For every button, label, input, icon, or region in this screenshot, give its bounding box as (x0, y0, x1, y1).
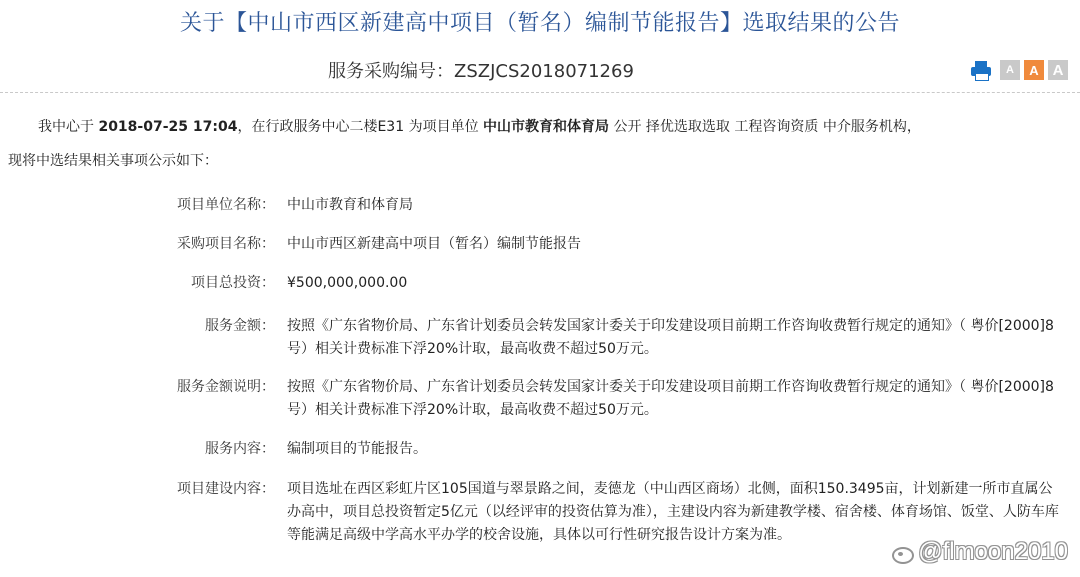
watermark-text: @flmoon2010 (918, 538, 1068, 565)
detail-value: 编制项目的节能报告。 (287, 441, 427, 457)
detail-label: 服务内容： (205, 441, 275, 457)
intro-datetime: 2018-07-25 17:04 (98, 119, 238, 135)
page-title: 关于【中山市西区新建高中项目（暂名）编制节能报告】选取结果的公告 (179, 11, 900, 36)
intro-text-3: 公开 择优选取选取 工程咨询资质 中介服务机构， (613, 119, 921, 135)
font-size-large-button[interactable]: A (1048, 60, 1068, 80)
intro-line-2: 现将中选结果相关事项公示如下： (8, 153, 218, 169)
detail-value: 中山市西区新建高中项目（暂名）编制节能报告 (287, 236, 581, 252)
detail-value: 中山市教育和体育局 (287, 197, 413, 213)
detail-label: 项目建设内容： (177, 481, 275, 497)
font-size-medium-button[interactable]: A (1024, 60, 1044, 80)
detail-label: 服务金额说明： (177, 379, 275, 395)
intro-unit: 中山市教育和体育局 (483, 119, 610, 135)
detail-label: 采购项目名称： (177, 236, 275, 252)
weibo-logo-icon (892, 543, 914, 561)
divider (0, 92, 1080, 93)
procurement-label: 服务采购编号： (328, 61, 454, 82)
detail-label: 项目单位名称： (177, 197, 275, 213)
detail-value: 项目选址在西区彩虹片区105国道与翠景路之间，麦德龙（中山西区商场）北侧，面积150.3495亩，计划新建一所市直属公办高中，项目总投资暂定5亿元（以经评审的投资估算为准），主建设内容为新建教学楼、宿舍楼、体育场馆、饭堂、人防车库等能满足高级中学高水平办学的校舍设施，具体以可行性研究报告设计方案为准。 (287, 481, 1059, 543)
intro-text-1: 我中心于 (38, 119, 94, 135)
intro-text-2: ，在行政服务中心二楼E31 为项目单位 (237, 119, 479, 135)
detail-value: 按照《广东省物价局、广东省计划委员会转发国家计委关于印发建设项目前期工作咨询收费暂行规定的通知》（ 粤价[2000]8号）相关计费标准下浮20%计取，最高收费不超过50万元。 (287, 379, 1054, 418)
intro-paragraph (8, 110, 1072, 178)
procurement-number (328, 58, 634, 86)
toolbar (970, 60, 1068, 80)
detail-label: 项目总投资： (191, 275, 275, 291)
font-size-small-button[interactable]: A (1000, 60, 1020, 80)
detail-value: ¥500,000,000.00 (287, 275, 408, 291)
watermark (892, 538, 1068, 566)
detail-label: 服务金额： (205, 318, 275, 334)
detail-value: 按照《广东省物价局、广东省计划委员会转发国家计委关于印发建设项目前期工作咨询收费暂行规定的通知》（ 粤价[2000]8号）相关计费标准下浮20%计取，最高收费不超过50万元。 (287, 318, 1054, 357)
procurement-value: ZSZJCS2018071269 (454, 61, 634, 82)
print-icon[interactable] (970, 60, 992, 80)
